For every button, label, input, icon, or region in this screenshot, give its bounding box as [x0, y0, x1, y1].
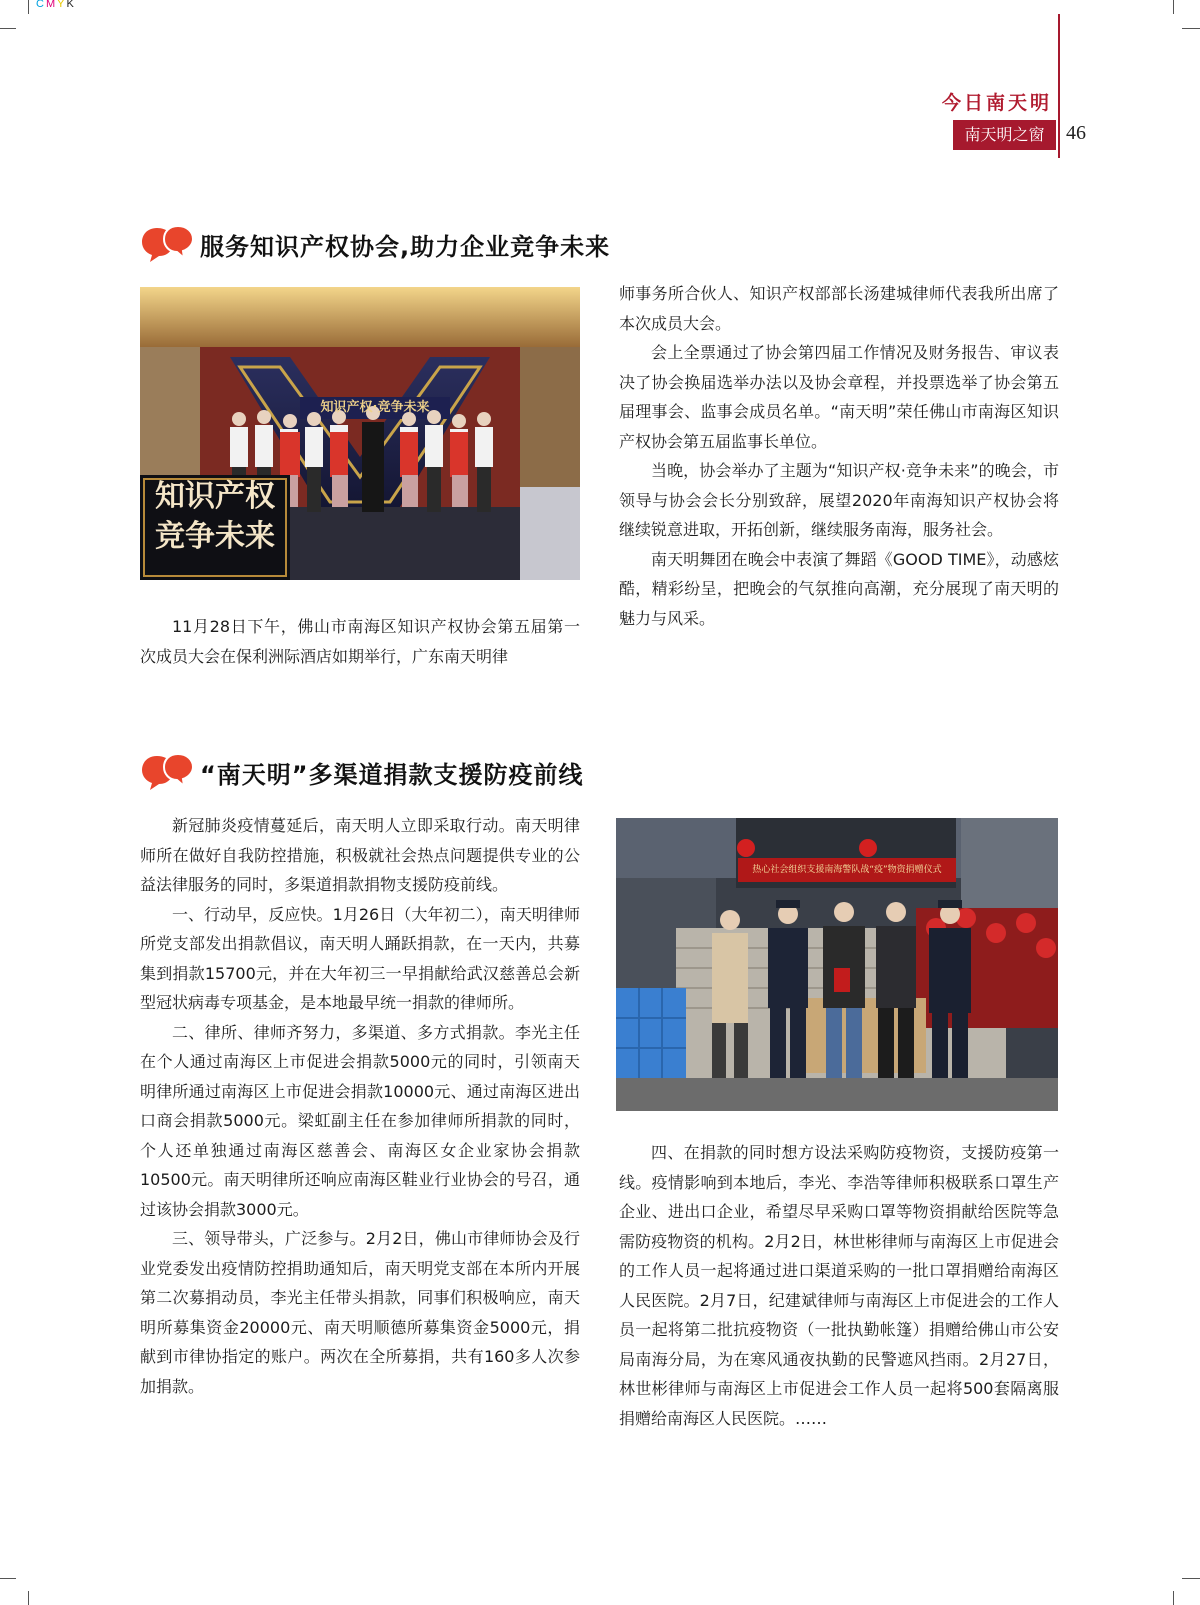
- photo-board-text: [140, 477, 290, 557]
- crop-mark-top-right-h: [1182, 28, 1200, 29]
- article1-paragraph: 会上全票通过了协会第四届工作情况及财务报告、审议表决了协会换届选举办法以及协会章程，并投票选举了协会第五届理事会、监事会成员名单。“南天明”荣任佛山市南海区知识产权协会第五届监事长单位。: [619, 343, 1059, 451]
- article1-paragraph: 南天明舞团在晚会中表演了舞蹈《GOOD TIME》，动感炫酷，精彩纷呈，把晚会的气氛推向高潮，充分展现了南天明的魅力与风采。: [619, 549, 1059, 628]
- page-number: 46: [1066, 122, 1086, 144]
- crop-mark-top-left-h: [0, 28, 16, 29]
- crop-mark-bottom-right-h: [1182, 1578, 1200, 1579]
- article1-left-column: [140, 612, 580, 671]
- article1-paragraph: 11月28日下午，佛山市南海区知识产权协会第五届第一次成员大会在保利洲际酒店如期举行，广东南天明律: [140, 617, 580, 666]
- crop-mark-bottom-left-h: [0, 1578, 16, 1579]
- cmyk-m: M: [45, 0, 58, 10]
- donation-ceremony-photo: [616, 818, 1058, 1111]
- photo-board-line1: 知识产权: [155, 479, 275, 514]
- article1-right-column: [619, 279, 1059, 633]
- article2-paragraph: 三、领导带头，广泛参与。2月2日，佛山市律师协会及行业党委发出疫情防控捐助通知后，南天明党支部在本所内开展第二次募捐动员，李光主任带头捐款，同事们积极响应，南天明所募集资金20000元、南天明顺德所募集资金5000元，捐献到市律协指定的账户。两次在全所募捐，共有160多人次参加捐款。: [140, 1229, 580, 1396]
- photo-board-line2: 竞争未来: [155, 519, 275, 554]
- cmyk-y: Y: [57, 0, 67, 10]
- speech-bubbles-icon: [140, 224, 196, 264]
- subsection-label: 南天明之窗: [953, 120, 1056, 150]
- article1-heading: [140, 224, 610, 264]
- header-divider-line: [1058, 14, 1060, 158]
- article2-heading: [140, 752, 584, 792]
- article2-paragraph: 二、律所、律师齐努力，多渠道、多方式捐款。李光主任在个人通过南海区上市促进会捐款5000元的同时，引领南天明律所通过南海区上市促进会捐款10000元、通过南海区进出口商会捐款5000元。梁虹副主任在参加律师所捐款的同时，个人还单独通过南海区慈善会、南海区女企业家协会捐款10500元。南天明律所还响应南海区鞋业行业协会的号召，通过该协会捐款3000元。: [140, 1022, 580, 1219]
- article2-paragraph: 一、行动早，反应快。1月26日（大年初二），南天明律师所党支部发出捐款倡议，南天明人踊跃捐款，在一天内，共募集到捐款15700元，并在大年初三一早捐献给武汉慈善总会新型冠状病毒专项基金，是本地最早统一捐款的律师所。: [140, 904, 580, 1012]
- crop-mark-bottom-right-v: [1173, 1591, 1174, 1605]
- section-title: 今日南天明: [941, 92, 1052, 114]
- article1-title: 服务知识产权协会,助力企业竞争未来: [200, 232, 611, 261]
- article2-right-column: [619, 1138, 1059, 1433]
- article2-photo: [616, 818, 1058, 1111]
- cmyk-c: C: [36, 0, 46, 10]
- crop-mark-top-left-v: [28, 0, 29, 14]
- article2-title: “南天明”多渠道捐款支援防疫前线: [200, 760, 584, 789]
- article1-paragraph-continued: 师事务所合伙人、知识产权部部长汤建城律师代表我所出席了本次成员大会。: [619, 284, 1059, 333]
- article1-paragraph: 当晚，协会举办了主题为“知识产权·竞争未来”的晚会，市领导与协会会长分别致辞，展望2020年南海知识产权协会将继续锐意进取，开拓创新，继续服务南海，服务社会。: [619, 461, 1059, 539]
- photo-stage-banner: 知识产权·竞争未来: [320, 400, 430, 415]
- article2-left-column: [140, 811, 580, 1401]
- photo-ceremony-banner: 热心社会组织支援南海警队战“疫”物资捐赠仪式: [752, 865, 942, 875]
- crop-mark-bottom-left-v: [28, 1591, 29, 1605]
- speech-bubbles-icon: [140, 752, 196, 792]
- cmyk-k: K: [66, 0, 76, 10]
- article1-photo: [140, 287, 580, 580]
- article2-paragraph: 四、在捐款的同时想方设法采购防疫物资，支援防疫第一线。疫情影响到本地后，李光、李浩等律师积极联系口罩生产企业、进出口企业，希望尽早采购口罩等物资捐献给医院等急需防疫物资的机构。2月2日，林世彬律师与南海区上市促进会的工作人员一起将通过进口渠道采购的一批口罩捐赠给南海区人民医院。2月7日，纪建斌律师与南海区上市促进会的工作人员一起将第二批抗疫物资（一批执勤帐篷）捐赠给佛山市公安局南海分局，为在寒风通夜执勤的民警遮风挡雨。2月27日，林世彬律师与南海区上市促进会工作人员一起将500套隔离服捐赠给南海区人民医院。……: [619, 1143, 1059, 1428]
- article2-paragraph: 新冠肺炎疫情蔓延后，南天明人立即采取行动。南天明律师所在做好自我防控措施，积极就社会热点问题提供专业的公益法律服务的同时，多渠道捐款捐物支援防疫前线。: [140, 816, 580, 894]
- crop-mark-top-right-v: [1173, 0, 1174, 14]
- cmyk-color-bar: [36, 0, 76, 10]
